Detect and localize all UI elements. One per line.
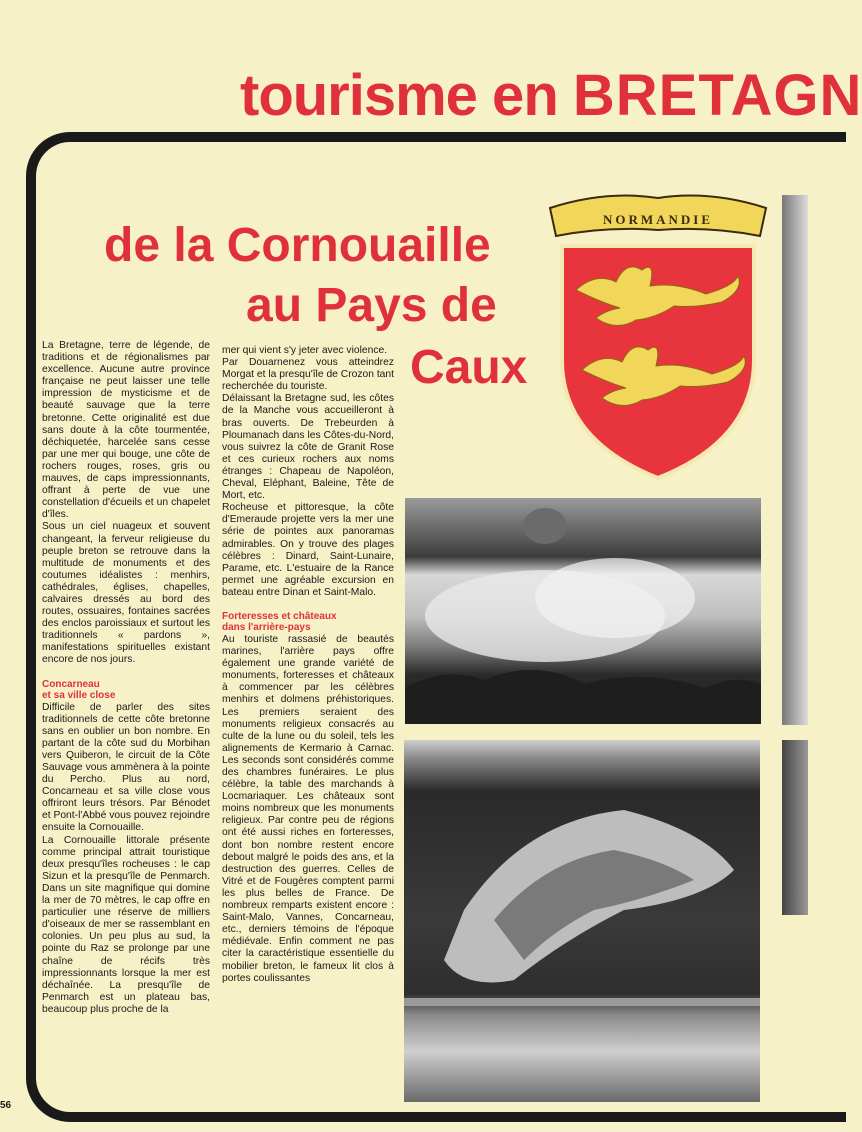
- paragraph: La Bretagne, terre de légende, de traditions et de régionalismes par excellence. Aucune autre province française ne peut laisser une telle impression de mysticisme et de beauté sauvage que la terre bretonne. Cette originalité est due sans doute à la côte tourmentée, déchiquetée, harcelée sans cesse par une mer qui bouge, une côte de rochers rouges, roses, gris ou mauves, de caps impressionnants, offrant à perte de vue une constellation d'écueils et un chapelet d'îles.: [42, 340, 210, 521]
- title-line-2: au Pays de: [246, 279, 497, 332]
- crest-scroll-text: NORMANDIE: [602, 212, 714, 227]
- text-column-1: [42, 340, 210, 1016]
- photo-concarneau-aerial: [404, 740, 760, 1102]
- adjacent-page-edge: [782, 195, 808, 725]
- paragraph: Délaissant la Bretagne sud, les côtes de la Manche vous accueilleront à bras ouverts. De Trebeurden à Ploumanach dans les Côtes-du-Nord, vous suivrez la côte de Granit Rose et ces curieux rochers aux noms étranges : Chapeau de Napoléon, Cheval, Eléphant, Baleine, Tête de Mort, etc.: [222, 393, 394, 502]
- normandy-crest-icon: [546, 190, 770, 482]
- section-banner: [240, 62, 862, 129]
- subheading-concarneau: Concarneau et sa ville close: [42, 678, 116, 702]
- paragraph: Sous un ciel nuageux et souvent changeant, la ferveur religieuse du peuple breton se retrouve dans la multitude de monuments et des coutumes idéalistes : menhirs, cathédrales, églises, chapelles, calvaires dressés au bord des routes, ossuaires, fontaines sacrées des enclos paroissiaux et surtout les traditionnels « pardons », manifestations spirituelles existant encore de nos jours.: [42, 521, 210, 666]
- photo-waves-on-rocks: [405, 498, 761, 724]
- paragraph: La Cornouaille littorale présente comme principal attrait touristique deux presqu'îles rocheuses : le cap Sizun et la presqu'île de Penmarch. Dans un site magnifique qui domine la mer de 70 mètres, le cap offre en particulier une réserve de milliers d'oiseaux de mer se rassemblant en colonies. Un peu plus au sud, la pointe du Raz se prolonge par une chaîne de récifs très impressionnants lorsque la mer est déchaînée. La presqu'île de Penmarch est un plateau bas, beaucoup plus proche de la: [42, 834, 210, 1015]
- title-line-1: de la Cornouaille: [104, 219, 491, 272]
- page-number: 56: [0, 1100, 12, 1111]
- text-column-2: [222, 345, 394, 985]
- banner-prefix: tourisme en: [240, 63, 573, 128]
- title-line-3: Caux: [410, 341, 528, 394]
- adjacent-page-edge: [782, 740, 808, 915]
- banner-region: BRETAGN: [572, 63, 862, 128]
- paragraph: Difficile de parler des sites traditionnels de cette côte bretonne sans en oublier un bon nombre. En partant de la côte sud du Morbihan vers Quiberon, le circuit de la Côte Sauvage vous ammènera à la pointe du Percho. Plus au nord, Concarneau et sa ville close vous offriront leurs trésors. Par Bénodet et Pont-l'Abbé vous pouvez rejoindre ensuite la Cornouaille.: [42, 701, 210, 834]
- paragraph: mer qui vient s'y jeter avec violence.: [222, 345, 388, 356]
- subheading-forteresses: Forteresses et châteaux dans l'arrière-pays: [222, 610, 337, 634]
- paragraph: Au touriste rassasié de beautés marines, l'arrière pays offre également une grande variété de monuments, forteresses et châteaux à commencer par les célèbres menhirs et dolmens préhistoriques. Les premiers seraient des monuments religieux consacrés au culte de la lune ou du soleil, tels les alignements de Kermario à Carnac. Les seconds sont considérés comme des chambres funéraires. Le plus célèbre, la table des marchands à Locmariaquer. Les châteaux sont moins nombreux que les monuments religieux. Par contre peu de régions ont été aussi riches en forteresses, dont bon nombre restent encore debout malgré le poids des ans, et la destruction des guerres. Celles de Vitré et de Fougères comptent parmi les plus belles de France. De nombreux remparts existent encore : Saint-Malo, Vannes, Concarneau, etc., derniers témoins de l'époque médiévale. Enfin comment ne pas citer la caractéristique essentielle du mobilier breton, le fameux lit clos à portes coulissantes: [222, 633, 394, 984]
- paragraph: Rocheuse et pittoresque, la côte d'Emeraude projette vers la mer une série de pointes aux panoramas admirables. On y trouve des plages célèbres : Dinard, Saint-Lunaire, Parame, etc. L'estuaire de la Rance permet une agréable excursion en bateau entre Dinan et Saint-Malo.: [222, 502, 394, 598]
- paragraph: Par Douarnenez vous atteindrez Morgat et la presqu'île de Crozon tant recherchée du touriste.: [222, 357, 394, 393]
